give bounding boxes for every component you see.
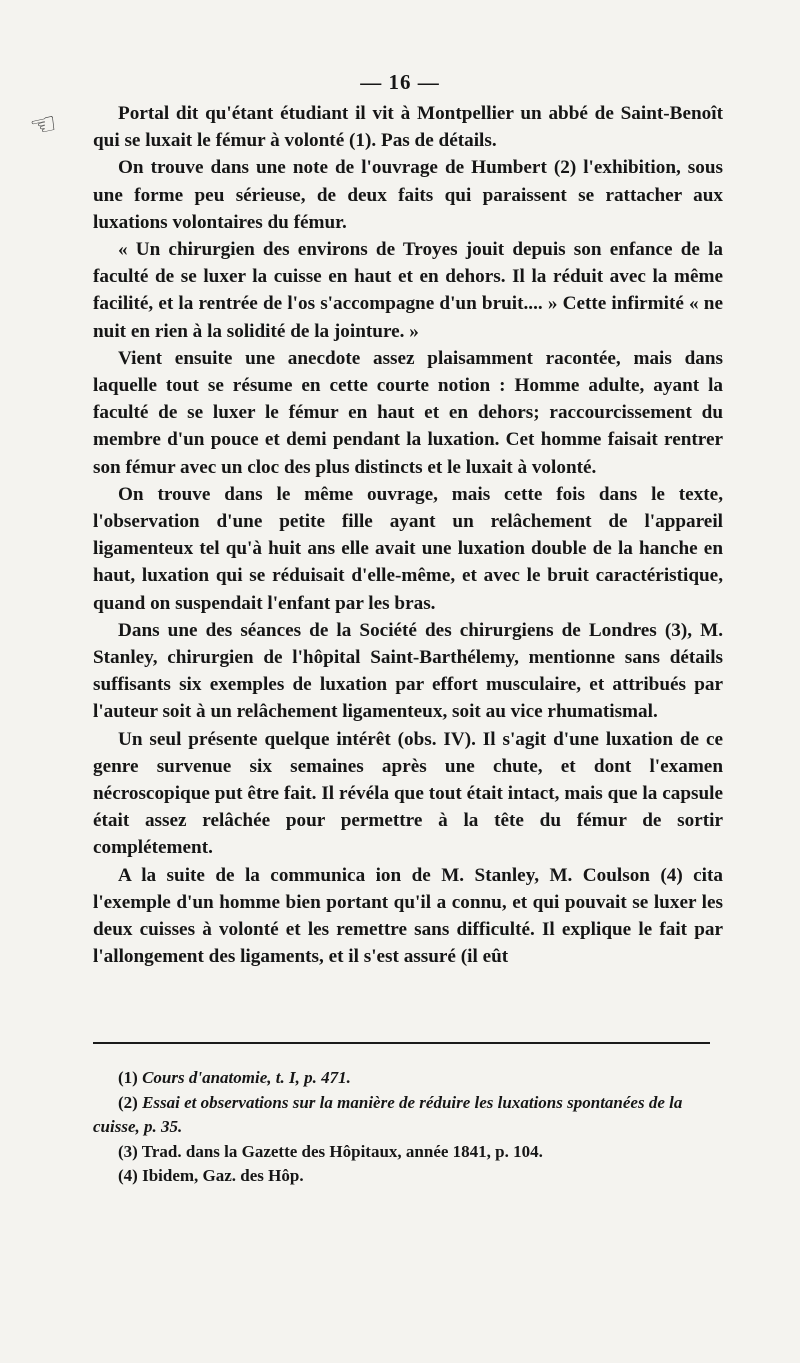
footnote bbox=[93, 1164, 723, 1189]
paragraph: Dans une des séances de la Société des chirurgiens de Londres (3), M. Stanley, chirurgien de l'hôpital Saint-Barthélemy, mentionne sans détails suffisants six exemples de luxation par effort musculaire, et attribués par l'auteur soit à un relâchement ligamenteux, soit au vice rhumatismal. bbox=[93, 619, 723, 723]
footnote-text: Essai et observations sur la manière de réduire les luxations spontanées de la cuisse, p. 35. bbox=[93, 1092, 683, 1136]
paragraph: Un seul présente quelque intérêt (obs. IV). Il s'agit d'une luxation de ce genre survenue six semaines après une chute, et dont l'examen nécroscopique put être fait. Il révéla que tout était intact, mais que la capsule était assez relâchée pour permettre à la tête du fémur de sortir complétement. bbox=[93, 728, 723, 859]
footnote-number: (1) bbox=[118, 1068, 138, 1087]
footnote-divider bbox=[93, 1042, 710, 1044]
footnote-number: (4) bbox=[118, 1166, 138, 1185]
paragraph: « Un chirurgien des environs de Troyes jouit depuis son enfance de la faculté de se luxer la cuisse en haut et en dehors. Il la réduit avec la même facilité, et la rentrée de l'os s'accompagne d'un bruit.... » Cette infirmité « ne nuit en rien à la solidité de la jointure. » bbox=[93, 239, 723, 342]
footnotes bbox=[93, 1066, 723, 1189]
paragraph: On trouve dans le même ouvrage, mais cette fois dans le texte, l'observation d'une petite fille ayant un relâchement de l'appareil ligamenteux tel qu'à huit ans elle avait une luxation double de la hanche en haut, luxation qui se réduisait d'elle-même, et avec le bruit caractéristique, quand on suspendait l'enfant par les bras. bbox=[93, 483, 723, 614]
footnote bbox=[93, 1066, 723, 1091]
paragraph: Vient ensuite une anecdote assez plaisamment racontée, mais dans laquelle tout se résume en cette courte notion : Homme adulte, ayant la faculté de se luxer le fémur en haut et en dehors; raccourcissement du membre d'un pouce et demi pendant la luxation. Cet homme faisait rentrer son fémur avec un cloc des plus distincts et le luxait à volonté. bbox=[93, 347, 723, 478]
footnote-text: Trad. dans la Gazette des Hôpitaux, année 1841, p. 104. bbox=[141, 1141, 543, 1161]
footnote-text: Ibidem, Gaz. des Hôp. bbox=[142, 1166, 304, 1185]
footnote-text: Cours d'anatomie, t. I, p. 471. bbox=[142, 1068, 351, 1087]
body-text bbox=[93, 100, 723, 971]
footnote-number: (3) bbox=[118, 1141, 138, 1161]
paragraph: On trouve dans une note de l'ouvrage de Humbert (2) l'exhibition, sous une forme peu sérieuse, de deux faits qui paraissent se rattacher aux luxations volontaires du fémur. bbox=[93, 157, 723, 233]
footnote bbox=[93, 1091, 723, 1140]
footnote bbox=[93, 1140, 723, 1165]
footnote-number: (2) bbox=[118, 1092, 138, 1112]
page-number: — 16 — bbox=[360, 70, 440, 94]
paragraph: Portal dit qu'étant étudiant il vit à Montpellier un abbé de Saint-Benoît qui se luxait le fémur à volonté (1). Pas de détails. bbox=[93, 103, 723, 152]
paragraph: A la suite de la communica ion de M. Stanley, M. Coulson (4) cita l'exemple d'un homme bien portant qu'il a connu, et qui pouvait se luxer les deux cuisses à volonté et les remettre sans difficulté. Il explique le fait par l'allongement des ligaments, et il s'est assuré (il eût bbox=[93, 864, 723, 968]
margin-pointer-mark: ☜ bbox=[26, 106, 61, 145]
